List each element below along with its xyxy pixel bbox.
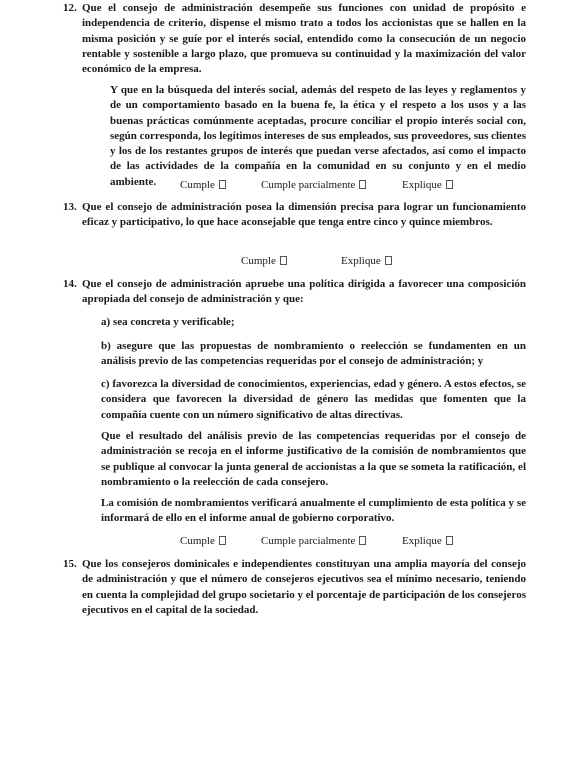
recommendation-14 [63, 277, 526, 308]
recommendation-12-paragraph-2 [110, 83, 526, 190]
recommendation-12 [63, 1, 526, 77]
checkbox-icon[interactable] [385, 256, 392, 265]
paragraph-text: a) sea concreta y verificable; [101, 316, 235, 328]
recommendation-13-text: Que el consejo de administración posea la dimensión precisa para lograr un funcionamiento eficaz y participativo, lo que hace aconsejable que tenga entre cinco y quince miembros. [82, 201, 526, 229]
option-cumple[interactable]: Cumple [180, 534, 226, 548]
checkbox-icon[interactable] [359, 536, 366, 545]
recommendation-13 [63, 200, 526, 231]
checkbox-icon[interactable] [219, 536, 226, 545]
option-cumple-parcialmente[interactable]: Cumple parcialmente [261, 534, 366, 548]
recommendation-14-text: Que el consejo de administración apruebe una política dirigida a favorecer una composición apropiada del consejo de administración y que: [82, 278, 526, 306]
paragraph-text: La comisión de nombramientos verificará anualmente el cumplimiento de esta política y se informará de ello en el informe anual de gobierno corporativo. [101, 497, 526, 525]
recommendation-12-text: Que el consejo de administración desempeñe sus funciones con unidad de propósito e independencia de criterio, dispense el mismo trato a todos los accionistas que se hallen en la misma posición y se guíe por el interés social, entendido como la consecución de un negocio rentable y sostenible a largo plazo, que promueva su continuidad y la maximización del valor económico de la empresa. [82, 2, 526, 76]
paragraph-text: c) favorezca la diversidad de conocimientos, experiencias, edad y género. A estos efectos, se considera que favorecen la diversidad de género las medidas que fomenten que la compañía cuente con un número significativo de altas directivas. [101, 378, 526, 421]
option-explique[interactable]: Explique [341, 254, 392, 268]
item-number: 14. [63, 278, 77, 290]
paragraph-text: Y que en la búsqueda del interés social, además del respeto de las leyes y reglamentos y de un comportamiento basado en la buena fe, la ética y el respeto a los usos y a las buenas prácticas comúnmente aceptadas, procure conciliar el propio interés social con, según corresponda, los legítimos intereses de sus empleados, sus proveedores, sus clientes y los de los restantes grupos de interés que puedan verse afectados, así como el impacto de las actividades de la compañía en la comunidad en su conjunto y en el medio ambiente. [110, 84, 526, 188]
option-cumple[interactable]: Cumple [241, 254, 287, 268]
option-cumple[interactable]: Cumple [180, 178, 226, 192]
checkbox-icon[interactable] [280, 256, 287, 265]
item-number: 13. [63, 201, 77, 213]
recommendation-15 [63, 557, 526, 618]
paragraph-text: b) asegure que las propuestas de nombramiento o reelección se fundamenten en un análisis previo de las competencias requeridas por el consejo de administración; y [101, 340, 526, 368]
option-cumple-parcialmente[interactable]: Cumple parcialmente [261, 178, 366, 192]
checkbox-icon[interactable] [219, 180, 226, 189]
recommendation-14-paragraph-3 [101, 496, 526, 527]
recommendation-14-point-a [101, 315, 526, 330]
checkbox-icon[interactable] [359, 180, 366, 189]
option-explique[interactable]: Explique [402, 178, 453, 192]
checkbox-icon[interactable] [446, 180, 453, 189]
option-explique[interactable]: Explique [402, 534, 453, 548]
recommendation-14-paragraph-2 [101, 429, 526, 490]
recommendation-15-text: Que los consejeros dominicales e independientes constituyan una amplia mayoría del consejo de administración y que el número de consejeros ejecutivos sea el mínimo necesario, teniendo en cuenta la complejidad del grupo societario y el porcentaje de participación de los consejeros ejecutivos en el capital de la sociedad. [82, 558, 526, 616]
recommendation-14-point-b [101, 339, 526, 370]
recommendation-14-point-c [101, 377, 526, 423]
item-number: 12. [63, 2, 77, 14]
item-number: 15. [63, 558, 77, 570]
paragraph-text: Que el resultado del análisis previo de las competencias requeridas por el consejo de administración se recoja en el informe justificativo de la comisión de nombramientos que se publique al convocar la junta general de accionistas a la que se someta la ratificación, el nombramiento o la reelección de cada consejero. [101, 430, 526, 488]
checkbox-icon[interactable] [446, 536, 453, 545]
